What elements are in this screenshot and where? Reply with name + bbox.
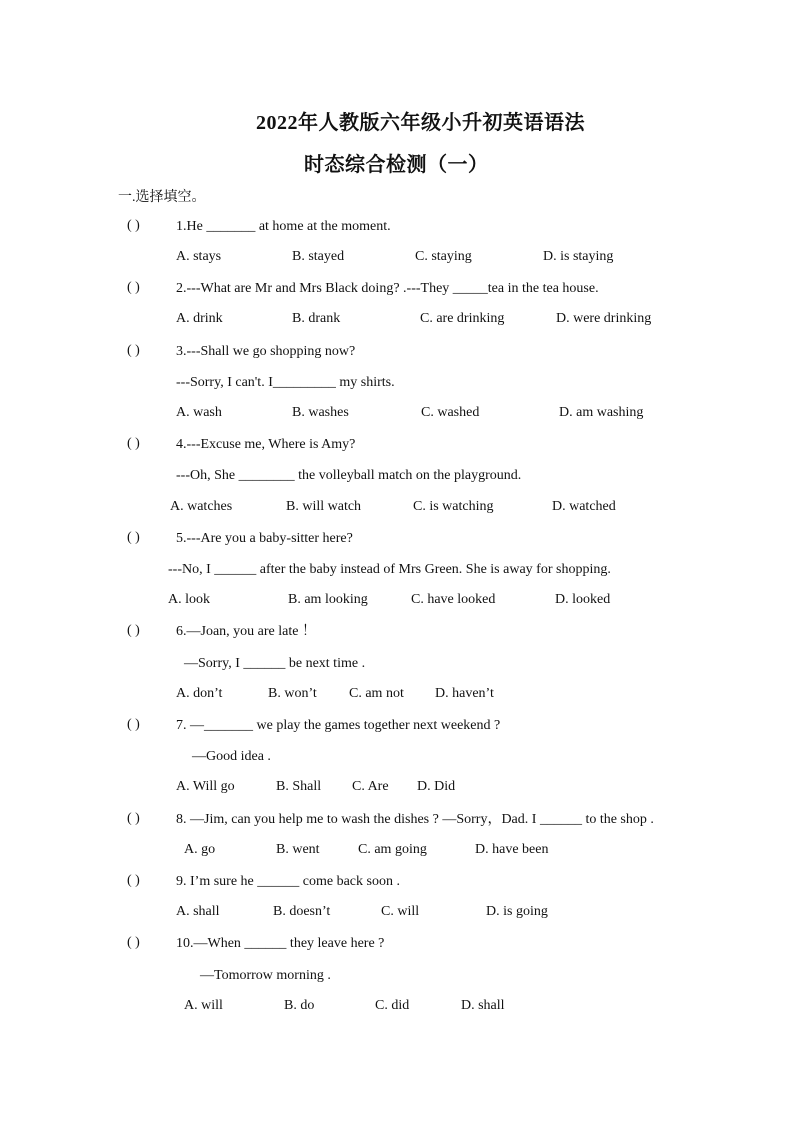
answer-option: B. went bbox=[276, 842, 320, 857]
question-text: 5.---Are you a baby-sitter here? bbox=[176, 531, 353, 546]
question-text: 1.He _______ at home at the moment. bbox=[176, 219, 391, 234]
answer-bracket[interactable]: ( ) bbox=[127, 935, 140, 950]
answer-option: C. am not bbox=[349, 686, 404, 701]
answer-option: C. staying bbox=[415, 249, 472, 264]
answer-option: A. look bbox=[168, 592, 210, 607]
answer-option: C. am going bbox=[358, 842, 427, 857]
answer-bracket[interactable]: ( ) bbox=[127, 218, 140, 233]
answer-option: A. stays bbox=[176, 249, 222, 264]
section-heading: 一.选择填空。 bbox=[118, 190, 206, 205]
question-dialog-line: ---Oh, She ________ the volleyball match on the playground. bbox=[176, 468, 522, 483]
question-text: 2.---What are Mr and Mrs Black doing? .---They _____tea in the tea house. bbox=[176, 281, 599, 296]
question-dialog-line: ---Sorry, I can't. I_________ my shirts. bbox=[176, 375, 395, 390]
answer-option: D. have been bbox=[475, 842, 549, 857]
answer-option: B. doesn’t bbox=[273, 904, 331, 919]
answer-option: C. will bbox=[381, 904, 420, 919]
answer-option: B. will watch bbox=[286, 499, 362, 514]
answer-option: C. are drinking bbox=[420, 311, 505, 326]
question-dialog-line: —Tomorrow morning . bbox=[200, 968, 331, 983]
answer-option: D. is going bbox=[486, 904, 548, 919]
answer-option: B. am looking bbox=[288, 592, 368, 607]
answer-option: D. looked bbox=[555, 592, 611, 607]
answer-option: B. washes bbox=[292, 405, 349, 420]
page-title: 2022年人教版六年级小升初英语语法 bbox=[256, 112, 585, 134]
answer-option: B. Shall bbox=[276, 779, 322, 794]
question-text: 7. —_______ we play the games together next weekend ? bbox=[176, 718, 501, 733]
page-subtitle: 时态综合检测（一） bbox=[304, 154, 489, 176]
question-dialog-line: —Good idea . bbox=[192, 749, 271, 764]
answer-option: D. shall bbox=[461, 998, 505, 1013]
answer-bracket[interactable]: ( ) bbox=[127, 717, 140, 732]
answer-option: A. drink bbox=[176, 311, 223, 326]
answer-option: A. don’t bbox=[176, 686, 223, 701]
answer-bracket[interactable]: ( ) bbox=[127, 623, 140, 638]
answer-option: A. shall bbox=[176, 904, 220, 919]
answer-option: D. haven’t bbox=[435, 686, 494, 701]
question-dialog-line: ---No, I ______ after the baby instead of Mrs Green. She is away for shopping. bbox=[168, 562, 611, 577]
answer-option: D. am washing bbox=[559, 405, 644, 420]
question-dialog-line: —Sorry, I ______ be next time . bbox=[184, 656, 366, 671]
answer-option: A. Will go bbox=[176, 779, 235, 794]
question-text: 4.---Excuse me, Where is Amy? bbox=[176, 437, 356, 452]
answer-option: A. go bbox=[184, 842, 216, 857]
answer-option: A. wash bbox=[176, 405, 222, 420]
question-text: 9. I’m sure he ______ come back soon . bbox=[176, 874, 400, 889]
answer-bracket[interactable]: ( ) bbox=[127, 343, 140, 358]
answer-option: C. did bbox=[375, 998, 410, 1013]
question-text: 8. —Jim, can you help me to wash the dishes ? —Sorry，Dad. I ______ to the shop . bbox=[176, 812, 654, 827]
question-text: 6.—Joan, you are late ！ bbox=[176, 624, 316, 639]
answer-bracket[interactable]: ( ) bbox=[127, 873, 140, 888]
question-text: 10.—When ______ they leave here ? bbox=[176, 936, 385, 951]
answer-bracket[interactable]: ( ) bbox=[127, 280, 140, 295]
answer-option: C. is watching bbox=[413, 499, 494, 514]
answer-option: A. watches bbox=[170, 499, 233, 514]
answer-option: D. is staying bbox=[543, 249, 614, 264]
answer-option: A. will bbox=[184, 998, 223, 1013]
answer-option: B. won’t bbox=[268, 686, 317, 701]
answer-bracket[interactable]: ( ) bbox=[127, 811, 140, 826]
answer-bracket[interactable]: ( ) bbox=[127, 436, 140, 451]
answer-option: D. were drinking bbox=[556, 311, 652, 326]
answer-bracket[interactable]: ( ) bbox=[127, 530, 140, 545]
answer-option: C. Are bbox=[352, 779, 389, 794]
answer-option: B. drank bbox=[292, 311, 341, 326]
answer-option: B. stayed bbox=[292, 249, 345, 264]
answer-option: B. do bbox=[284, 998, 315, 1013]
answer-option: D. watched bbox=[552, 499, 616, 514]
answer-option: D. Did bbox=[417, 779, 456, 794]
answer-option: C. have looked bbox=[411, 592, 496, 607]
answer-option: C. washed bbox=[421, 405, 480, 420]
question-text: 3.---Shall we go shopping now? bbox=[176, 344, 356, 359]
